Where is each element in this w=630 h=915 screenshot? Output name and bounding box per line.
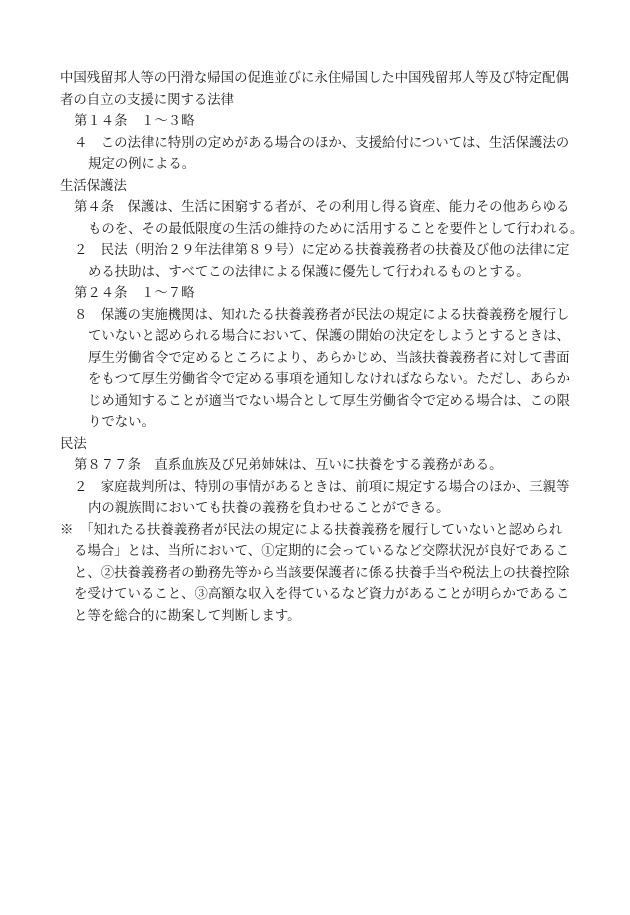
article-877-line-1: 第８７７条 直系血族及び兄弟姉妹は、互いに扶養をする義務がある。 bbox=[74, 458, 503, 473]
law-heading-minpo: 民法 bbox=[60, 436, 87, 452]
note-line-1: ※ 「知れたる扶養義務者が民法の規定による扶養義務を履行していないと認められ bbox=[60, 522, 563, 538]
article-24-para-8-line-4: をもつて厚生労働省令で定める事項を通知しなければならない。ただし、あらか bbox=[88, 372, 571, 387]
article-877-para-2-line-1: ２ 家庭裁判所は、特別の事情があるときは、前項に規定する場合のほか、三親等 bbox=[74, 479, 570, 495]
law-title-line-1: 中国残留邦人等の円滑な帰国の促進並びに永住帰国した中国残留邦人等及び特定配偶 bbox=[60, 71, 569, 86]
article-24-para-8-line-5: じめ通知することが適当でない場合として厚生労働省令で定める場合は、この限 bbox=[88, 393, 571, 409]
document-page bbox=[60, 68, 586, 627]
article-24-para-8-line-2: ていないと認められる場合において、保護の開始の決定をしようとするときは、 bbox=[88, 329, 570, 344]
note-line-4: を受けていること、③高額な収入を得ているなど資力があることが明らかであるこ bbox=[74, 587, 570, 602]
note-line-2: る場合」とは、当所において、①定期的に会っているなど交際状況が良好であるこ bbox=[74, 544, 570, 559]
article-14-para-4-line-1: ４ この法律に特別の定めがある場合のほか、支援給付については、生活保護法の bbox=[74, 135, 570, 151]
note-line-3: と、②扶養義務者の勤務先等から当該要保護者に係る扶養手当や税法上の扶養控除 bbox=[74, 565, 570, 581]
article-24-para-8-line-3: 厚生労働省令で定めるところにより、あらかじめ、当該扶養義務者に対して書面 bbox=[88, 350, 570, 366]
article-14-heading: 第１４条 １～３略 bbox=[74, 114, 195, 129]
article-24-heading: 第２４条 １～７略 bbox=[74, 286, 195, 301]
article-14-para-4-line-2: 規定の例による。 bbox=[88, 157, 196, 172]
article-24-para-8-line-1: ８ 保護の実施機関は、知れたる扶養義務者が民法の規定による扶養義務を履行し bbox=[74, 307, 570, 323]
article-24-para-8-line-6: りでない。 bbox=[88, 415, 155, 430]
article-4-line-2: ものを、その最低限度の生活の維持のために活用することを要件として行われる。 bbox=[88, 221, 584, 237]
law-title-line-2: 者の自立の支援に関する法律 bbox=[60, 92, 235, 108]
article-4-para-2-line-2: める扶助は、すべてこの法律による保護に優先して行われるものとする。 bbox=[88, 264, 530, 280]
article-877-para-2-line-2: 内の親族間においても扶養の義務を負わせることができる。 bbox=[88, 501, 450, 516]
article-4-para-2-line-1: ２ 民法（明治２９年法律第８９号）に定める扶養義務者の扶養及び他の法律に定 bbox=[74, 243, 570, 258]
note-line-5: と等を総合的に勘案して判断します。 bbox=[74, 608, 301, 624]
law-heading-seikatsu-hogo: 生活保護法 bbox=[60, 178, 127, 194]
article-4-line-1: 第４条 保護は、生活に困窮する者が、その利用し得る資産、能力その他あらゆる bbox=[74, 200, 570, 215]
